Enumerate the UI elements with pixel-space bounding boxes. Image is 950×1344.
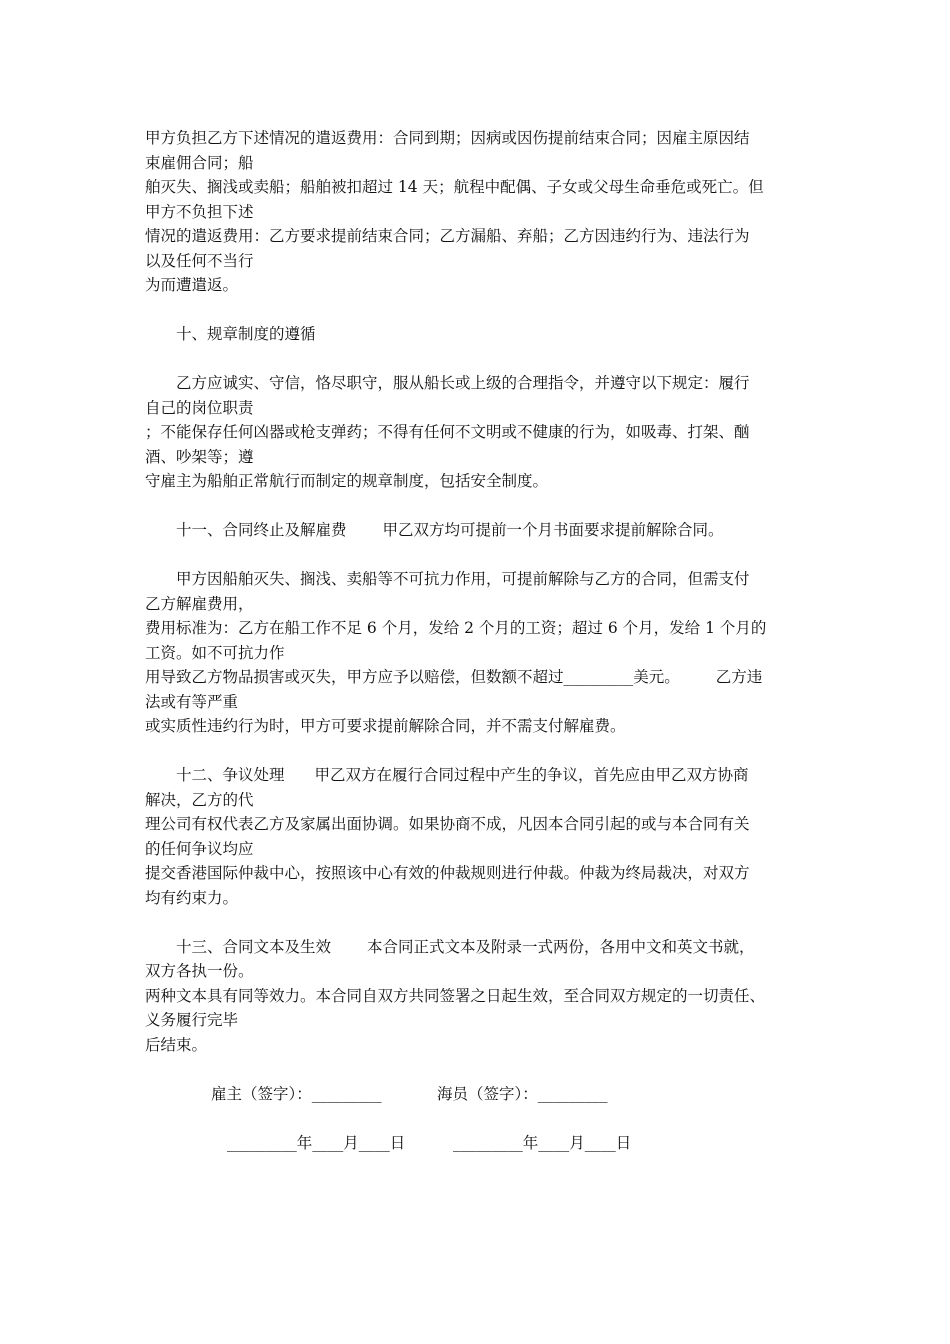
paragraph-line: 甲方不负担下述 bbox=[145, 202, 254, 221]
section-text: 甲乙双方均可提前一个月书面要求提前解除合同。 bbox=[382, 521, 724, 539]
section-heading: 十二、争议处理 bbox=[176, 766, 285, 784]
paragraph-line: 以及任何不当行 bbox=[145, 251, 254, 270]
paragraph-line: 均有约束力。 bbox=[145, 888, 239, 907]
paragraph-line: 乙方解雇费用， bbox=[145, 594, 254, 613]
line-text: 用导致乙方物品损害或灭失，甲方应予以赔偿，但数额不超过_________美元。 bbox=[145, 668, 680, 686]
paragraph-line: 两种文本具有同等效力。本合同自双方共同签署之日起生效，至合同双方规定的一切责任、 bbox=[145, 986, 766, 1005]
section-heading: 十、规章制度的遵循 bbox=[176, 325, 316, 343]
seaman-signature: 海员（签字）：_________ bbox=[437, 1084, 608, 1103]
section-text: 甲乙双方在履行合同过程中产生的争议，首先应由甲乙双方协商 bbox=[314, 766, 749, 784]
paragraph-line bbox=[145, 665, 810, 690]
date-row bbox=[145, 1131, 810, 1156]
paragraph-gap bbox=[145, 739, 810, 764]
paragraph-gap bbox=[145, 494, 810, 519]
seaman-date: _________年____月____日 bbox=[453, 1133, 632, 1152]
paragraph-line: 费用标准为：乙方在船工作不足 6 个月，发给 2 个月的工资；超过 6 个月，发给 1 个月的 bbox=[145, 619, 767, 637]
paragraph-gap bbox=[145, 298, 810, 323]
paragraph-gap bbox=[145, 1057, 810, 1082]
signature-row bbox=[145, 1082, 810, 1107]
paragraph-line: ；不能保存任何凶器或枪支弹药；不得有任何不文明或不健康的行为，如吸毒、打架、酗 bbox=[145, 423, 750, 441]
paragraph-line: 甲方负担乙方下述情况的遣返费用：合同到期；因病或因伤提前结束合同；因雇主原因结 bbox=[145, 129, 750, 147]
section-heading: 十三、合同文本及生效 bbox=[176, 937, 332, 956]
paragraph-line: 后结束。 bbox=[145, 1035, 208, 1054]
paragraph-line: 工资。如不可抗力作 bbox=[145, 643, 285, 662]
paragraph-line: 酒、吵架等；遵 bbox=[145, 447, 254, 466]
paragraph-line: 理公司有权代表乙方及家属出面协调。如果协商不成，凡因本合同引起的或与本合同有关 bbox=[145, 815, 750, 833]
paragraph-gap bbox=[145, 910, 810, 935]
section-heading: 十一、合同终止及解雇费 bbox=[176, 521, 347, 539]
paragraph-line: 解决，乙方的代 bbox=[145, 790, 254, 809]
paragraph-line: 乙方应诚实、守信，恪尽职守，服从船长或上级的合理指令，并遵守以下规定：履行 bbox=[176, 374, 750, 392]
paragraph-line: 守雇主为船舶正常航行而制定的规章制度，包括安全制度。 bbox=[145, 472, 549, 490]
line-text: 乙方违 bbox=[715, 668, 763, 686]
paragraph-line: 自己的岗位职责 bbox=[145, 398, 254, 417]
employer-signature: 雇主（签字）：_________ bbox=[211, 1084, 382, 1103]
employer-date: _________年____月____日 bbox=[227, 1133, 406, 1152]
paragraph-line: 舶灭失、搁浅或卖船；船舶被扣超过 14 天；航程中配偶、子女或父母生命垂危或死亡。但 bbox=[145, 178, 764, 196]
paragraph-gap bbox=[145, 543, 810, 568]
paragraph-line: 法或有等严重 bbox=[145, 692, 239, 711]
paragraph-line: 义务履行完毕 bbox=[145, 1011, 239, 1029]
paragraph-line: 束雇佣合同；船 bbox=[145, 153, 254, 172]
section-text: 本合同正式文本及附录一式两份，各用中文和英文书就， bbox=[367, 937, 755, 956]
section-heading-line bbox=[145, 763, 810, 788]
paragraph-line: 甲方因船舶灭失、搁浅、卖船等不可抗力作用，可提前解除与乙方的合同，但需支付 bbox=[176, 570, 750, 588]
paragraph-gap bbox=[145, 347, 810, 372]
paragraph-line: 为而遭遣返。 bbox=[145, 276, 239, 294]
paragraph-gap bbox=[145, 1106, 810, 1131]
paragraph-line: 双方各执一份。 bbox=[145, 962, 254, 980]
paragraph-line: 提交香港国际仲裁中心，按照该中心有效的仲裁规则进行仲裁。仲裁为终局裁决，对双方 bbox=[145, 864, 750, 882]
paragraph-line: 或实质性违约行为时，甲方可要求提前解除合同，并不需支付解雇费。 bbox=[145, 717, 626, 735]
contract-body bbox=[145, 126, 810, 1155]
section-heading-line bbox=[145, 935, 810, 960]
paragraph-line: 情况的遣返费用：乙方要求提前结束合同；乙方漏船、弃船；乙方因违约行为、违法行为 bbox=[145, 227, 750, 245]
paragraph-line: 的任何争议均应 bbox=[145, 839, 254, 858]
section-heading-line bbox=[145, 518, 810, 543]
